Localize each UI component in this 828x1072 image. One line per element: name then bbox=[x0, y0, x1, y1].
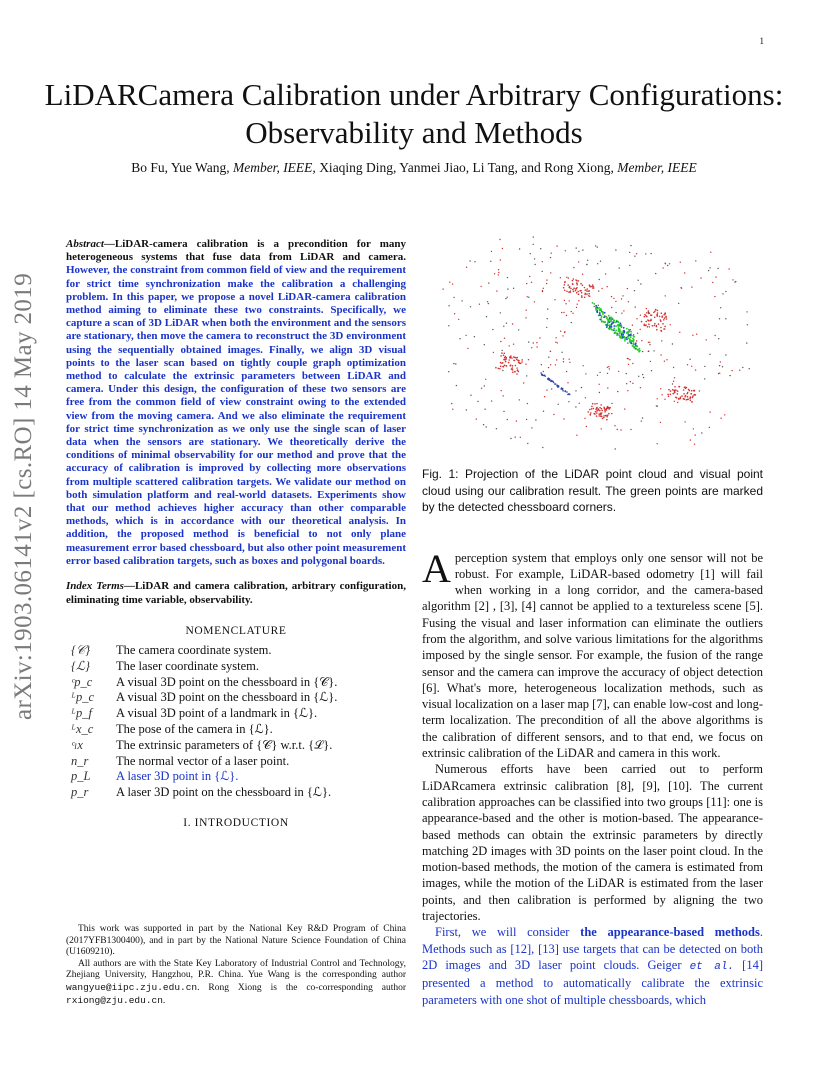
nomenclature-description: A visual 3D point of a landmark in {ℒ}. bbox=[116, 706, 318, 721]
authors-first: Bo Fu, Yue Wang, bbox=[131, 160, 230, 175]
nomenclature-row bbox=[66, 643, 406, 659]
intro-p3-etal: et al. bbox=[689, 960, 735, 973]
drop-cap: A bbox=[422, 545, 451, 591]
nomenclature-description: A laser 3D point on the chessboard in {ℒ}. bbox=[116, 785, 332, 800]
nomenclature-row bbox=[66, 738, 406, 754]
intro-paragraph-2: Numerous efforts have been carried out to perform LiDARcamera extrinsic calibration [8], [9], [10]. The current calibration approaches can be classified into two groups [11]: one is appearance-based and the other is motion-based. The appearance-based methods can obtain the extrinsic parameters by directly matching 2D images with 3D points on the laser point cloud. In the motion-based methods, the motion of the camera is estimated from images, while the motion of the LiDAR is estimated from the laser points, and then calibration is performed by aligning the two trajectories. bbox=[422, 762, 763, 924]
intro-heading: I. INTRODUCTION bbox=[183, 817, 289, 830]
index-terms-text: —LiDAR and camera calibration, arbitrary configuration, eliminating time variable, observability. bbox=[66, 580, 406, 606]
abstract bbox=[66, 238, 406, 568]
arxiv-watermark: arXiv:1903.06141v2 [cs.RO] 14 May 2019 bbox=[10, 272, 37, 720]
nomenclature-row bbox=[66, 769, 406, 785]
intro-p3-c: . Methods such as [12], [13] use targets that can be detected on both 2D images and 3D laser point clouds. Geiger bbox=[422, 925, 763, 972]
authors-rest: Xiaqing Ding, Yanmei Jiao, Li Tang, and Rong Xiong, bbox=[319, 160, 614, 175]
nomenclature-row bbox=[66, 706, 406, 722]
nomenclature-symbol: ᶜp_c bbox=[71, 674, 93, 689]
email-link-wang[interactable]: wangyue@iipc.zju.edu.cn bbox=[66, 981, 198, 993]
affiliation-first: Member, IEEE, bbox=[232, 160, 316, 175]
nomenclature-description: A visual 3D point on the chessboard in {𝒞}. bbox=[116, 674, 338, 689]
nomenclature-row bbox=[66, 785, 406, 801]
footnote-affiliation-text: All authors are with the State Key Laboratory of Industrial Control and Technology, Zhejiang University, Hangzhou, P.R. China. Yue Wang is the corresponding author bbox=[66, 958, 406, 981]
nomenclature-description: The camera coordinate system. bbox=[116, 643, 272, 658]
paper-title: LiDARCamera Calibration under Arbitrary Configurations: Observability and Methods bbox=[44, 77, 784, 150]
nomenclature-row bbox=[66, 722, 406, 738]
nomenclature-symbol: {ℒ} bbox=[71, 658, 91, 673]
nomenclature-row bbox=[66, 690, 406, 706]
nomenclature-row bbox=[66, 659, 406, 675]
nomenclature-symbol: p_r bbox=[71, 785, 89, 800]
abstract-lead: Abstract bbox=[66, 238, 104, 250]
nomenclature-description: A laser 3D point in {ℒ}. bbox=[116, 769, 239, 784]
figure-caption: Fig. 1: Projection of the LiDAR point cloud and visual point cloud using our calibration result. The green points are marked by the detected chessboard corners. bbox=[422, 467, 763, 514]
intro-p3-bold: the appearance-based methods bbox=[580, 925, 760, 940]
point-cloud-figure bbox=[422, 232, 763, 457]
page-number: 1 bbox=[759, 36, 764, 46]
author-line bbox=[60, 160, 768, 176]
nomenclature-description: A visual 3D point on the chessboard in {ℒ}. bbox=[116, 690, 338, 705]
right-column bbox=[422, 232, 763, 1008]
nomenclature-description: The laser coordinate system. bbox=[116, 658, 260, 673]
nomenclature-heading: NOMENCLATURE bbox=[185, 625, 287, 638]
abstract-text-blue: However, the constraint from common field of view and the requirement for strict time synchronization make the calibration a challenging problem. In this paper, we propose a novel LiDAR-camera calibration method aiming to eliminate these two constraints. Specifically, we capture a scan of 3D LiDAR when both the environment and the sensors are stationary, then move the camera to reconstruct the 3D environment using the sequentially obtained images. Finally, we align 3D visual points to the laser scan based on tightly couple graph optimization method to calculate the extrinsic parameters between LiDAR and camera. Under this design, the configuration of these two sensors are free from the common field of view constraint owing to the extended view from the moving camera. And we also eliminate the requirement for strict time synchronization as we only use the single scan of laser data when the sensors are stationary. We theoretically derive the conditions of minimal observability for our method and prove that the accuracy of calibration is improved by collecting more observations from multiple scattered calibration targets. We validate our method on both simulation platform and real-world datasets. Experiments show that our method achieves higher accuracy than other comparable methods, which is in accordance with our theoretical analysis. In addition, the proposed method is beneficial to not only plane measurement error based chessboard, but also other point measurement error based calibration targets, such as boxes and polygonal boards. bbox=[66, 264, 406, 567]
footnote-funding: This work was supported in part by the National Key R&D Program of China (2017YFB1300400), and in part by the National Nature Science Foundation of China (U1609210). bbox=[66, 924, 406, 958]
nomenclature-list bbox=[66, 643, 406, 801]
nomenclature-row bbox=[66, 675, 406, 691]
intro-p3-a: First, we will consider bbox=[435, 925, 581, 940]
footnote-affiliation bbox=[66, 959, 406, 1007]
intro-text bbox=[422, 545, 763, 1008]
intro-paragraph-3 bbox=[422, 924, 763, 1007]
nomenclature-row bbox=[66, 754, 406, 770]
nomenclature-symbol: ᴸp_c bbox=[71, 690, 95, 705]
email-link-xiong[interactable]: rxiong@zju.edu.cn bbox=[66, 994, 163, 1006]
nomenclature-symbol: ᴸp_f bbox=[71, 706, 92, 721]
intro-paragraph-1-text: perception system that employs only one sensor will not be robust. For example, LiDAR-based odometry [1] will fail when working in a long corridor, and the camera-based algorithm [2] , [3], [4] cannot be applied to a textureless scene [5]. Fusing the visual and laser information can eliminate the outliers from the algorithm, and solve various limitations for the algorithms imposed by the single sensor. For example, the fusion of the range sensor and the camera can improve the accuracy of object detection [6]. What's more, heterogeneous localization methods, such as visual localization on a laser map [7], can enable low-cost and long-term localization. The precondition of all the above algorithms is the calibration of different sensors, and to that end, we focus on extrinsic calibration of the LiDAR and camera in this work. bbox=[422, 550, 763, 761]
intro-paragraph-1 bbox=[422, 545, 763, 762]
nomenclature-symbol: p_L bbox=[71, 769, 91, 784]
nomenclature-description: The extrinsic parameters of {𝒞} w.r.t. {ℒ}. bbox=[116, 737, 333, 752]
intro-p3-e: [14] presented a method to automatically calibrate the extrinsic parameters with one shot of multiple chessboards, which bbox=[422, 957, 763, 1007]
nomenclature-symbol: n_r bbox=[71, 753, 89, 768]
nomenclature-symbol: ᴸx_c bbox=[71, 722, 94, 737]
index-terms bbox=[66, 580, 406, 607]
index-terms-lead: Index Terms bbox=[66, 580, 124, 593]
nomenclature-description: The pose of the camera in {ℒ}. bbox=[116, 722, 273, 737]
nomenclature-symbol: ᶜₗx bbox=[71, 737, 83, 752]
nomenclature-description: The normal vector of a laser point. bbox=[116, 753, 290, 768]
footnote bbox=[66, 924, 406, 1007]
abstract-text-black: —LiDAR-camera calibration is a precondition for many heterogeneous systems that fuse data from LiDAR and camera. bbox=[66, 238, 406, 264]
nomenclature-symbol: {𝒞} bbox=[71, 643, 91, 658]
affiliation-rest: Member, IEEE bbox=[617, 160, 697, 175]
footnote-end: . bbox=[162, 995, 166, 1006]
left-column bbox=[66, 238, 406, 835]
footnote-affiliation-text-2: . Rong Xiong is the co-corresponding author bbox=[197, 982, 406, 993]
